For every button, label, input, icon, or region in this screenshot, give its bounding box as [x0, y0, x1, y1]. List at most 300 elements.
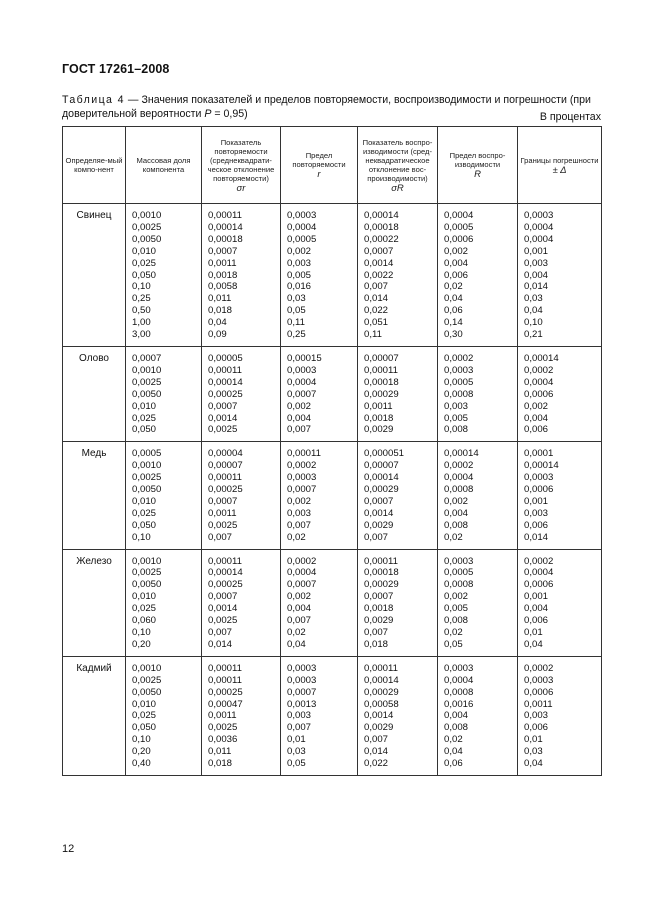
repeatability-index-cell	[202, 346, 281, 441]
cell-value: 0,0004	[287, 376, 317, 388]
cell-value: 0,04	[524, 758, 543, 770]
cell-value: 0,0025	[132, 567, 162, 579]
cell-value: 0,003	[524, 257, 549, 269]
cell-value: 0,0003	[524, 674, 554, 686]
cell-value: 0,010	[132, 591, 157, 603]
caption-variable: Р	[204, 108, 212, 120]
cell-value: 0,00011	[208, 210, 242, 221]
cell-value: 0,0014	[208, 412, 238, 424]
repeatability-index-cell	[202, 442, 281, 549]
cell-value: 0,006	[524, 722, 549, 734]
cell-value: 0,051	[364, 317, 389, 329]
reproducibility-limit-cell	[438, 204, 518, 347]
cell-value: 0,20	[132, 638, 151, 650]
header-component: Определяе-мый компо-нент	[63, 127, 126, 204]
cell-value: 0,0004	[444, 210, 474, 221]
error-bounds-cell	[518, 204, 602, 347]
symbol-R: R	[474, 169, 481, 180]
cell-value: 0,007	[364, 627, 389, 638]
cell-value: 0,0005	[287, 233, 317, 245]
cell-value: 0,004	[287, 412, 312, 424]
cell-value: 0,11	[287, 317, 305, 329]
repeatability-limit-cell	[281, 204, 358, 347]
cell-value: 0,00014	[208, 567, 243, 579]
cell-value: 0,002	[524, 400, 549, 412]
cell-value: 0,0003	[287, 364, 317, 376]
cell-value: 0,0006	[524, 388, 554, 400]
cell-value: 0,0002	[524, 662, 554, 674]
cell-value: 0,0010	[132, 555, 162, 567]
cell-value: 0,050	[132, 269, 157, 281]
cell-value: 0,0003	[287, 662, 317, 674]
reproducibility-index-cell	[358, 204, 438, 347]
cell-value: 0,002	[287, 245, 312, 257]
reproducibility-limit-cell	[438, 656, 518, 775]
error-bounds-cell	[518, 442, 602, 549]
cell-value: 0,0008	[444, 579, 474, 591]
cell-value: 0,006	[444, 269, 469, 281]
cell-value: 0,0006	[524, 686, 554, 698]
cell-value: 0,0006	[524, 484, 554, 496]
cell-value: 0,0018	[208, 269, 238, 281]
cell-value: 0,004	[444, 257, 469, 269]
cell-value: 0,03	[524, 746, 543, 758]
cell-value: 0,05	[444, 638, 463, 650]
cell-value: 0,00022	[364, 233, 399, 245]
cell-value: 0,003	[287, 507, 312, 519]
cell-value: 0,0010	[132, 662, 162, 674]
cell-value: 0,008	[444, 424, 469, 436]
cell-value: 0,0002	[287, 555, 317, 567]
cell-value: 0,04	[208, 317, 227, 329]
cell-value: 0,002	[444, 591, 469, 603]
cell-value: 0,00018	[208, 233, 243, 245]
repeatability-limit-cell	[281, 346, 358, 441]
symbol-sigma-r: σr	[236, 182, 246, 194]
cell-value: 0,06	[444, 758, 463, 770]
header-reproducibility-limit: Предел воспро-изводимости R	[438, 127, 518, 204]
cell-value: 0,011	[208, 293, 232, 305]
header-mass-fraction: Массовая доля компонента	[126, 127, 202, 204]
cell-value: 0,060	[132, 615, 157, 627]
cell-value: 0,0050	[132, 233, 162, 245]
repeatability-index-cell	[202, 656, 281, 775]
cell-value: 0,0006	[444, 233, 474, 245]
cell-value: 0,014	[524, 281, 549, 293]
cell-value: 0,00011	[208, 662, 242, 674]
reproducibility-index-cell	[358, 656, 438, 775]
cell-value: 0,00014	[444, 448, 479, 460]
cell-value: 0,0025	[132, 376, 162, 388]
cell-value: 0,00025	[208, 579, 243, 591]
table-row	[63, 204, 602, 347]
cell-value: 0,04	[287, 638, 306, 650]
cell-value: 0,007	[287, 615, 312, 627]
cell-value: 0,00018	[364, 376, 399, 388]
cell-value: 0,01	[524, 627, 543, 638]
cell-value: 0,0005	[444, 567, 474, 579]
cell-value: 0,010	[132, 698, 157, 710]
cell-value: 0,0014	[364, 507, 394, 519]
cell-value: 0,0003	[444, 662, 474, 674]
repeatability-limit-cell	[281, 549, 358, 656]
cell-value: 0,00058	[364, 698, 399, 710]
component-name: Кадмий	[63, 656, 126, 775]
cell-value: 0,05	[287, 758, 306, 770]
cell-value: 0,04	[524, 638, 543, 650]
cell-value: 0,10	[132, 734, 151, 746]
cell-value: 0,010	[132, 495, 157, 507]
cell-value: 0,0010	[132, 364, 162, 376]
cell-value: 0,0007	[132, 352, 162, 364]
cell-value: 0,0005	[444, 376, 474, 388]
cell-value: 0,0004	[524, 221, 554, 233]
cell-value: 0,00011	[208, 674, 242, 686]
cell-value: 0,0025	[132, 674, 162, 686]
cell-value: 0,0006	[524, 579, 554, 591]
cell-value: 0,001	[524, 495, 549, 507]
cell-value: 0,01	[524, 734, 543, 746]
cell-value: 0,0025	[132, 472, 162, 484]
cell-value: 0,0050	[132, 686, 162, 698]
cell-value: 0,0005	[444, 221, 474, 233]
cell-value: 0,50	[132, 305, 151, 317]
cell-value: 0,002	[287, 400, 312, 412]
cell-value: 0,0011	[524, 698, 553, 710]
cell-value: 0,02	[444, 531, 463, 543]
cell-value: 0,004	[287, 603, 312, 615]
cell-value: 0,0003	[444, 364, 474, 376]
cell-value: 0,0007	[287, 484, 317, 496]
cell-value: 0,0005	[132, 448, 162, 460]
cell-value: 0,0007	[208, 495, 238, 507]
cell-value: 0,014	[524, 531, 549, 543]
cell-value: 0,10	[132, 531, 151, 543]
cell-value: 0,03	[287, 293, 306, 305]
caption-label: Таблица 4	[62, 94, 125, 106]
cell-value: 0,0002	[444, 460, 474, 472]
repeatability-limit-cell	[281, 442, 358, 549]
cell-value: 0,0014	[364, 257, 394, 269]
header-repeatability-limit: Предел повторяемости r	[281, 127, 358, 204]
cell-value: 0,011	[208, 746, 232, 758]
cell-value: 0,00014	[364, 472, 399, 484]
cell-value: 0,00005	[208, 352, 243, 364]
cell-value: 0,00018	[364, 567, 399, 579]
table-row	[63, 549, 602, 656]
component-name: Олово	[63, 346, 126, 441]
caption-text: — Значения показателей и пределов повторяемости, воспроизводимости и погрешности (при доверительной вероятности	[62, 94, 591, 120]
cell-value: 0,003	[524, 507, 549, 519]
cell-value: 0,04	[444, 293, 463, 305]
cell-value: 0,050	[132, 424, 157, 436]
cell-value: 0,0011	[364, 400, 393, 412]
cell-value: 0,0004	[524, 233, 554, 245]
cell-value: 0,003	[444, 400, 469, 412]
cell-value: 0,004	[444, 710, 469, 722]
cell-value: 0,050	[132, 519, 157, 531]
document-title: ГОСТ 17261–2008	[62, 62, 170, 76]
cell-value: 0,0018	[364, 412, 394, 424]
cell-value: 0,007	[287, 519, 312, 531]
cell-value: 0,0011	[208, 257, 237, 269]
cell-value: 0,02	[287, 531, 306, 543]
cell-value: 0,30	[444, 329, 463, 341]
header-reproducibility-index: Показатель воспро-изводимости (сред-неквадратическое отклонение вос-производимости) σR	[358, 127, 438, 204]
header-error-bounds: Границы погрешности ± Δ	[518, 127, 602, 204]
cell-value: 0,00018	[364, 221, 399, 233]
cell-value: 0,007	[364, 531, 389, 543]
cell-value: 0,0010	[132, 460, 162, 472]
cell-value: 0,0003	[524, 472, 554, 484]
cell-value: 0,022	[364, 305, 389, 317]
repeatability-index-cell	[202, 549, 281, 656]
table-row	[63, 346, 602, 441]
cell-value: 0,00007	[208, 460, 243, 472]
cell-value: 0,0025	[132, 221, 162, 233]
cell-value: 0,0008	[444, 388, 474, 400]
cell-value: 0,004	[524, 269, 549, 281]
cell-value: 0,0007	[208, 400, 238, 412]
caption-end: = 0,95)	[211, 108, 248, 120]
cell-value: 0,0003	[287, 210, 317, 221]
symbol-r: r	[317, 169, 321, 180]
cell-value: 0,00011	[287, 448, 321, 460]
cell-value: 0,004	[524, 603, 549, 615]
cell-value: 0,0050	[132, 579, 162, 591]
cell-value: 0,00014	[364, 674, 399, 686]
cell-value: 0,04	[444, 746, 463, 758]
cell-value: 0,0014	[364, 710, 394, 722]
cell-value: 0,06	[444, 305, 463, 317]
reproducibility-limit-cell	[438, 549, 518, 656]
cell-value: 0,00011	[208, 472, 242, 484]
cell-value: 0,00011	[364, 364, 398, 376]
cell-value: 0,00014	[524, 352, 559, 364]
cell-value: 0,02	[444, 734, 463, 746]
cell-value: 0,14	[444, 317, 463, 329]
cell-value: 0,050	[132, 722, 157, 734]
cell-value: 0,0007	[364, 495, 394, 507]
cell-value: 0,20	[132, 746, 151, 758]
cell-value: 0,0007	[208, 591, 238, 603]
reproducibility-limit-cell	[438, 346, 518, 441]
cell-value: 0,00007	[364, 352, 399, 364]
cell-value: 0,00014	[524, 460, 559, 472]
symbol-sigma-R: σR	[391, 182, 404, 194]
cell-value: 0,025	[132, 603, 157, 615]
cell-value: 0,008	[444, 722, 469, 734]
cell-value: 0,007	[364, 281, 389, 293]
cell-value: 0,000051	[364, 448, 405, 460]
header-repeatability-index: Показатель повторяемости (среднеквадрати-ческое отклонение повторяемости) σr	[202, 127, 281, 204]
repeatability-limit-cell	[281, 656, 358, 775]
cell-value: 1,00	[132, 317, 151, 329]
cell-value: 0,00025	[208, 388, 243, 400]
cell-value: 0,10	[524, 317, 543, 329]
cell-value: 0,0003	[444, 555, 474, 567]
cell-value: 0,0004	[444, 674, 474, 686]
component-name: Свинец	[63, 204, 126, 347]
cell-value: 0,025	[132, 257, 157, 269]
cell-value: 0,0022	[364, 269, 394, 281]
cell-value: 0,0007	[287, 686, 317, 698]
cell-value: 0,11	[364, 329, 382, 341]
cell-value: 0,025	[132, 412, 157, 424]
cell-value: 0,0004	[524, 376, 554, 388]
cell-value: 0,004	[444, 507, 469, 519]
cell-value: 0,014	[364, 293, 389, 305]
cell-value: 0,0010	[132, 210, 162, 221]
cell-value: 0,0029	[364, 424, 394, 436]
cell-value: 0,0004	[524, 567, 554, 579]
cell-value: 0,005	[287, 269, 312, 281]
cell-value: 0,00011	[364, 662, 398, 674]
cell-value: 0,0058	[208, 281, 238, 293]
repeatability-index-cell	[202, 204, 281, 347]
cell-value: 0,0007	[364, 591, 394, 603]
cell-value: 0,00014	[208, 376, 243, 388]
cell-value: 0,25	[287, 329, 306, 341]
cell-value: 0,0003	[287, 674, 317, 686]
error-bounds-cell	[518, 346, 602, 441]
cell-value: 0,006	[524, 615, 549, 627]
mass-fraction-cell	[126, 549, 202, 656]
cell-value: 0,003	[524, 710, 549, 722]
table-caption	[62, 93, 602, 121]
cell-value: 0,05	[287, 305, 306, 317]
cell-value: 0,01	[287, 734, 306, 746]
mass-fraction-cell	[126, 346, 202, 441]
cell-value: 0,006	[524, 519, 549, 531]
cell-value: 0,0007	[208, 245, 238, 257]
cell-value: 0,008	[444, 519, 469, 531]
cell-value: 0,00029	[364, 686, 399, 698]
cell-value: 0,00025	[208, 686, 243, 698]
page-number: 12	[62, 843, 75, 855]
cell-value: 0,014	[208, 638, 233, 650]
error-bounds-cell	[518, 656, 602, 775]
cell-value: 0,0007	[287, 388, 317, 400]
mass-fraction-cell	[126, 656, 202, 775]
cell-value: 0,0016	[444, 698, 474, 710]
cell-value: 0,006	[524, 424, 549, 436]
cell-value: 0,007	[208, 531, 233, 543]
cell-value: 0,0025	[208, 424, 238, 436]
cell-value: 0,002	[287, 495, 312, 507]
reproducibility-index-cell	[358, 442, 438, 549]
cell-value: 0,0004	[444, 472, 474, 484]
cell-value: 0,004	[524, 412, 549, 424]
cell-value: 0,002	[287, 591, 312, 603]
cell-value: 0,02	[444, 281, 463, 293]
cell-value: 0,00047	[208, 698, 243, 710]
cell-value: 0,0025	[208, 722, 238, 734]
units-note: В процентах	[539, 111, 601, 123]
cell-value: 0,00029	[364, 388, 399, 400]
data-table	[62, 126, 602, 776]
cell-value: 0,0003	[524, 210, 554, 221]
cell-value: 0,02	[287, 627, 306, 638]
reproducibility-limit-cell	[438, 442, 518, 549]
cell-value: 0,40	[132, 758, 151, 770]
cell-value: 0,00014	[208, 221, 243, 233]
cell-value: 0,014	[364, 746, 389, 758]
reproducibility-index-cell	[358, 549, 438, 656]
cell-value: 0,0029	[364, 519, 394, 531]
cell-value: 0,0007	[364, 245, 394, 257]
cell-value: 0,0050	[132, 388, 162, 400]
cell-value: 0,0008	[444, 686, 474, 698]
cell-value: 0,21	[524, 329, 543, 341]
cell-value: 0,007	[287, 722, 312, 734]
mass-fraction-cell	[126, 204, 202, 347]
cell-value: 3,00	[132, 329, 151, 341]
cell-value: 0,010	[132, 245, 157, 257]
table-row	[63, 442, 602, 549]
cell-value: 0,0036	[208, 734, 238, 746]
cell-value: 0,03	[524, 293, 543, 305]
cell-value: 0,001	[524, 591, 549, 603]
cell-value: 0,001	[524, 245, 549, 257]
cell-value: 0,03	[287, 746, 306, 758]
cell-value: 0,0025	[208, 615, 238, 627]
cell-value: 0,005	[444, 412, 469, 424]
cell-value: 0,018	[208, 758, 233, 770]
cell-value: 0,018	[364, 638, 389, 650]
cell-value: 0,25	[132, 293, 151, 305]
cell-value: 0,016	[287, 281, 312, 293]
cell-value: 0,0014	[208, 603, 238, 615]
cell-value: 0,0002	[287, 460, 317, 472]
cell-value: 0,025	[132, 710, 157, 722]
cell-value: 0,0029	[364, 615, 394, 627]
cell-value: 0,008	[444, 615, 469, 627]
cell-value: 0,00014	[364, 210, 399, 221]
cell-value: 0,005	[444, 603, 469, 615]
cell-value: 0,007	[287, 424, 312, 436]
cell-value: 0,0002	[444, 352, 474, 364]
cell-value: 0,02	[444, 627, 463, 638]
cell-value: 0,002	[444, 245, 469, 257]
cell-value: 0,00007	[364, 460, 399, 472]
cell-value: 0,10	[132, 281, 151, 293]
cell-value: 0,0002	[524, 555, 554, 567]
cell-value: 0,00029	[364, 484, 399, 496]
cell-value: 0,00011	[208, 555, 242, 567]
cell-value: 0,00011	[364, 555, 398, 567]
cell-value: 0,0029	[364, 722, 394, 734]
component-name: Медь	[63, 442, 126, 549]
cell-value: 0,010	[132, 400, 157, 412]
cell-value: 0,04	[524, 305, 543, 317]
cell-value: 0,003	[287, 710, 312, 722]
component-name: Железо	[63, 549, 126, 656]
cell-value: 0,10	[132, 627, 151, 638]
cell-value: 0,0007	[287, 579, 317, 591]
cell-value: 0,0011	[208, 710, 237, 722]
cell-value: 0,003	[287, 257, 312, 269]
cell-value: 0,0002	[524, 364, 554, 376]
cell-value: 0,0018	[364, 603, 394, 615]
cell-value: 0,0013	[287, 698, 317, 710]
cell-value: 0,002	[444, 495, 469, 507]
symbol-delta: ± Δ	[552, 164, 567, 176]
cell-value: 0,0025	[208, 519, 238, 531]
cell-value: 0,0050	[132, 484, 162, 496]
cell-value: 0,018	[208, 305, 233, 317]
table-row	[63, 656, 602, 775]
